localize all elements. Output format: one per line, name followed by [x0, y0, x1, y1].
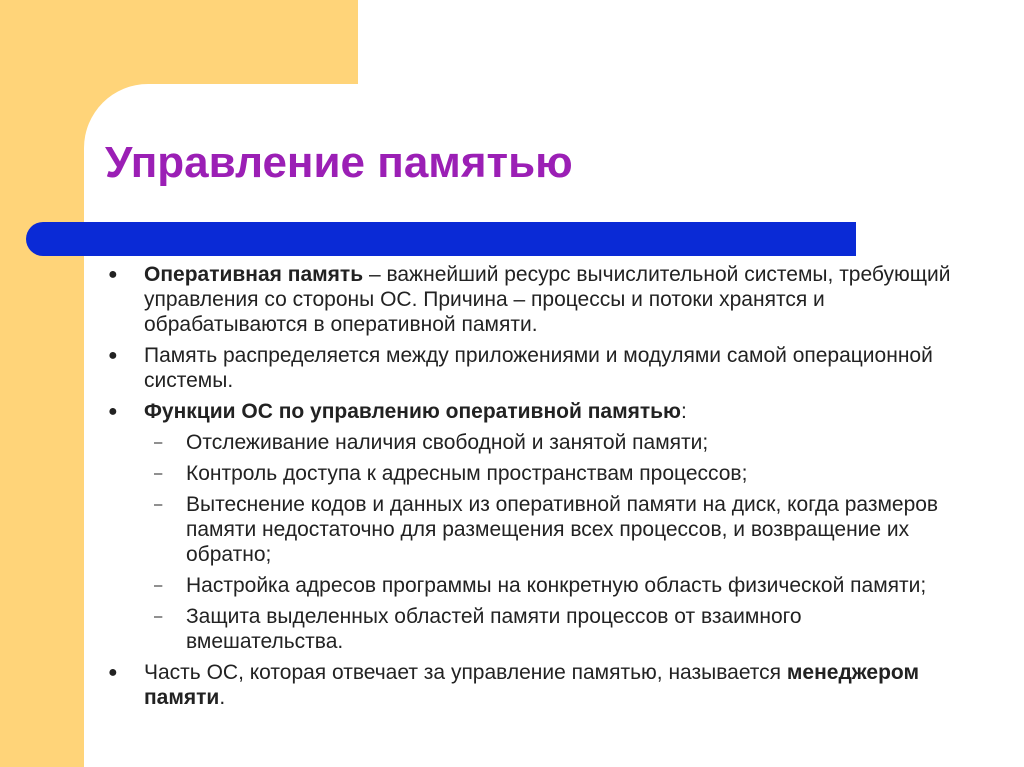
bullet-tail-text: .: [219, 686, 226, 709]
dash-icon: –: [154, 577, 163, 594]
sub-item: [100, 573, 960, 598]
dash-icon: –: [154, 496, 163, 513]
bullet-icon: ●: [108, 347, 118, 364]
sub-item-text: Отслеживание наличия свободной и занятой памяти;: [186, 431, 709, 454]
bullet-bold-text: Оперативная память: [144, 263, 364, 286]
sub-item-text: Вытеснение кодов и данных из оперативной памяти на диск, когда размеров памяти недостаточно для размещения всех процессов, и возвращение их обратно;: [186, 493, 939, 566]
bullet-bold-text: Функции ОС по управлению оперативной памятью: [144, 400, 681, 423]
slide-body: [100, 262, 960, 716]
slide-title: Управление памятью: [105, 138, 573, 187]
title-underline-bar: [26, 222, 856, 256]
bullet-text: :: [681, 400, 687, 423]
bullet-text: Часть ОС, которая отвечает за управление памятью, называется: [144, 661, 787, 684]
sub-item-text: Защита выделенных областей памяти процессов от взаимного вмешательства.: [186, 605, 802, 653]
bullet-bold-text: менеджером памяти: [144, 661, 920, 709]
bullet-item: [100, 660, 960, 710]
bullet-item: [100, 262, 960, 337]
sub-item: [100, 604, 960, 654]
bullet-icon: ●: [108, 266, 118, 283]
bullet-icon: ●: [108, 664, 118, 681]
bullet-icon: ●: [108, 403, 118, 420]
bullet-item: [100, 343, 960, 393]
dash-icon: –: [154, 465, 163, 482]
bullet-item: [100, 399, 960, 424]
sub-item-text: Контроль доступа к адресным пространствам процессов;: [186, 462, 748, 485]
sub-item: [100, 492, 960, 567]
sub-item-text: Настройка адресов программы на конкретную область физической памяти;: [186, 574, 927, 597]
dash-icon: –: [154, 434, 163, 451]
bullet-text: – важнейший ресурс вычислительной системы, требующий управления со стороны ОС. Причина – процессы и потоки хранятся и обрабатываются в оперативной памяти.: [144, 263, 951, 336]
bullet-text: Память распределяется между приложениями и модулями самой операционной системы.: [144, 344, 933, 392]
sub-item: [100, 430, 960, 455]
sub-item: [100, 461, 960, 486]
dash-icon: –: [154, 608, 163, 625]
